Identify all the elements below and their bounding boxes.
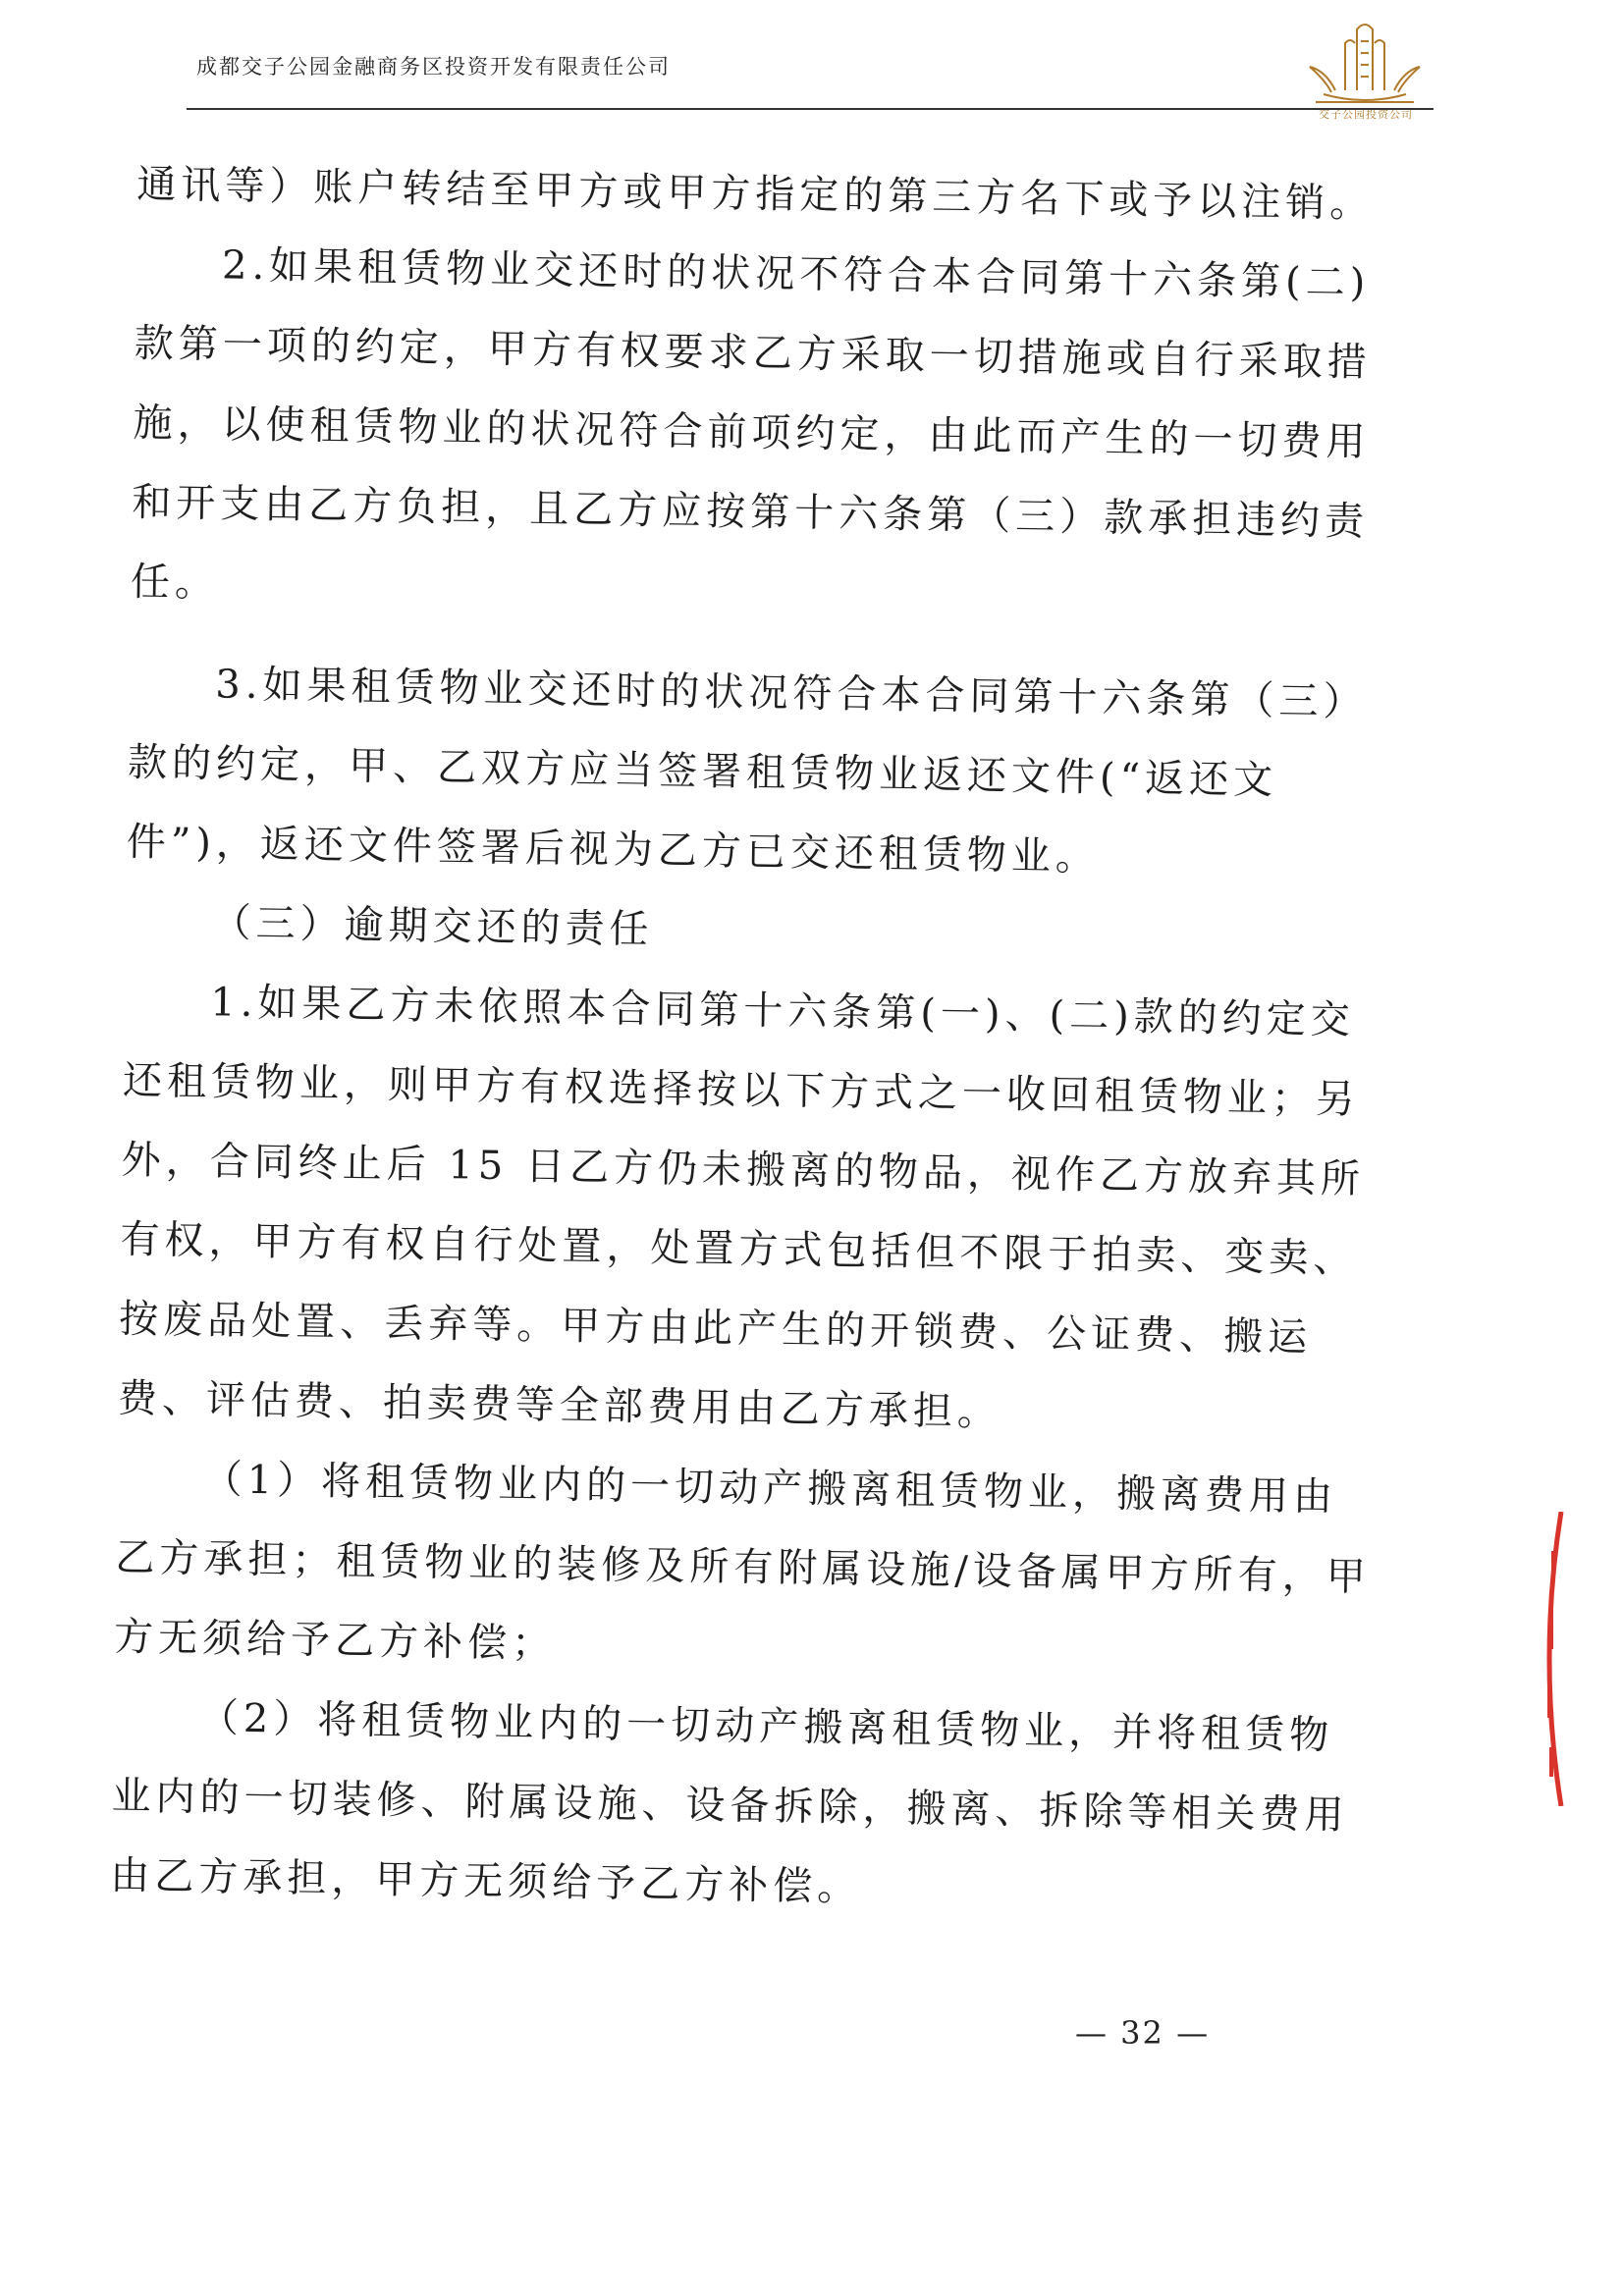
- paragraph-6: （2）将租赁物业内的一切动产搬离租赁物业，并将租赁物业内的一切装修、附属设施、设备拆除，搬离、拆除等相关费用由乙方承担，甲方无须给予乙方补偿。: [109, 1695, 1349, 1910]
- document-body: [110, 145, 1394, 1936]
- paragraph-1: 通讯等）账户转结至甲方或甲方指定的第三方名下或予以注销。: [136, 161, 1375, 227]
- paragraph-4: 1.如果乙方未依照本合同第十六条第(一)、(二)款的约定交还租赁物业，则甲方有权选择按以下方式之一收回租赁物业；另外，合同终止后 15 日乙方仍未搬离的物品，视作乙方放弃其所有权，甲方有权自行处置，处置方式包括但不限于拍卖、变卖、按废品处置、丢弃等。甲方由此产生的开锁费、公证费、搬运费、评估费、拍卖费等全部费用由乙方承担。: [117, 980, 1366, 1435]
- section-heading: （三）逾期交还的责任: [211, 900, 654, 953]
- paragraph-3: 3.如果租赁物业交还时的状况符合本合同第十六条第（三）款的约定，甲、乙双方应当签署租赁物业返还文件(“返还文件”)，返还文件签署后视为乙方已交还租赁物业。: [126, 662, 1368, 881]
- lotus-building-logo-icon: [1296, 12, 1434, 115]
- paragraph-2: 2.如果租赁物业交还时的状况不符合本合同第十六条第(二)款第一项的约定，甲方有权要求乙方采取一切措施或自行采取措施，以使租赁物业的状况符合前项约定，由此而产生的一切费用和开支由乙方负担，且乙方应按第十六条第（三）款承担违约责任。: [130, 242, 1373, 607]
- red-seal-fragment-icon: [1532, 1512, 1571, 1806]
- header-company-name: 成都交子公园金融商务区投资开发有限责任公司: [196, 55, 671, 79]
- page-number: — 32 —: [1075, 2014, 1211, 2052]
- header-rule: [187, 108, 1434, 110]
- paragraph-5: （1）将租赁物业内的一切动产搬离租赁物业，搬离费用由乙方承担；租赁物业的装修及所有附属设施/设备属甲方所有，甲方无须给予乙方补偿；: [113, 1457, 1372, 1667]
- logo-caption: 交子公园投资公司: [1319, 108, 1413, 121]
